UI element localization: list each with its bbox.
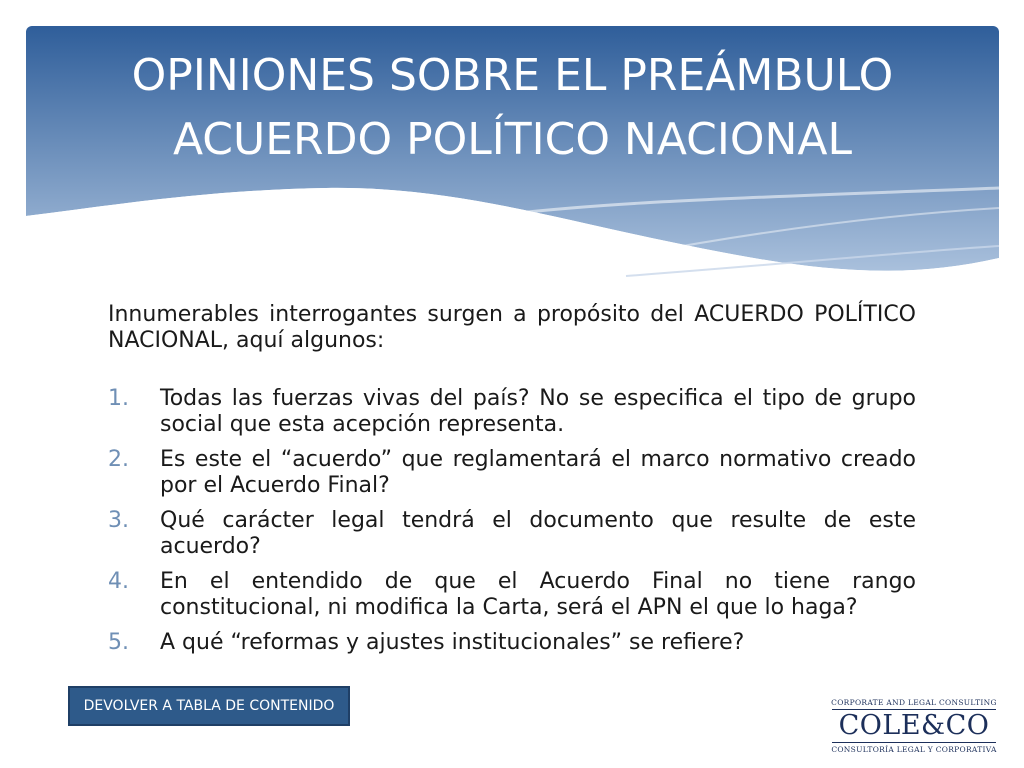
logo-top-text: CORPORATE AND LEGAL CONSULTING	[831, 698, 997, 707]
list-item-text: Es este el “acuerdo” que reglamentará el marco normativo creado por el Acuerdo Final?	[160, 447, 916, 498]
slide-title-line-2: ACUERDO POLÍTICO NACIONAL	[172, 114, 853, 165]
list-item-number: 2.	[108, 447, 129, 472]
logo-bottom-text: CONSULTORÍA LEGAL Y CORPORATIVA	[831, 745, 997, 754]
slide-title	[26, 44, 999, 172]
company-logo	[818, 678, 1010, 758]
list-item-number: 3.	[108, 508, 129, 533]
list-item	[108, 630, 916, 656]
slide-title-line-1: OPINIONES SOBRE EL PREÁMBULO	[131, 50, 894, 101]
list-item-number: 4.	[108, 569, 129, 594]
question-list	[108, 386, 916, 656]
list-item	[108, 447, 916, 499]
intro-paragraph: Innumerables interrogantes surgen a propósito del ACUERDO POLÍTICO NACIONAL, aquí algunos:	[108, 302, 916, 353]
list-item-text: A qué “reformas y ajustes institucionales” se refiere?	[160, 630, 745, 655]
slide-body	[108, 302, 916, 665]
list-item	[108, 569, 916, 621]
back-to-contents-button[interactable]: DEVOLVER A TABLA DE CONTENIDO	[68, 686, 350, 726]
logo-main-text: COLE&CO	[838, 710, 990, 741]
list-item-number: 5.	[108, 630, 129, 655]
list-item-number: 1.	[108, 386, 129, 411]
list-item-text: Qué carácter legal tendrá el documento que resulte de este acuerdo?	[160, 508, 916, 559]
list-item	[108, 386, 916, 438]
list-item-text: Todas las fuerzas vivas del país? No se especifica el tipo de grupo social que esta acepción representa.	[160, 386, 916, 437]
logo-divider	[832, 742, 996, 743]
list-item	[108, 508, 916, 560]
list-item-text: En el entendido de que el Acuerdo Final no tiene rango constitucional, ni modifica la Carta, será el APN el que lo haga?	[160, 569, 916, 620]
